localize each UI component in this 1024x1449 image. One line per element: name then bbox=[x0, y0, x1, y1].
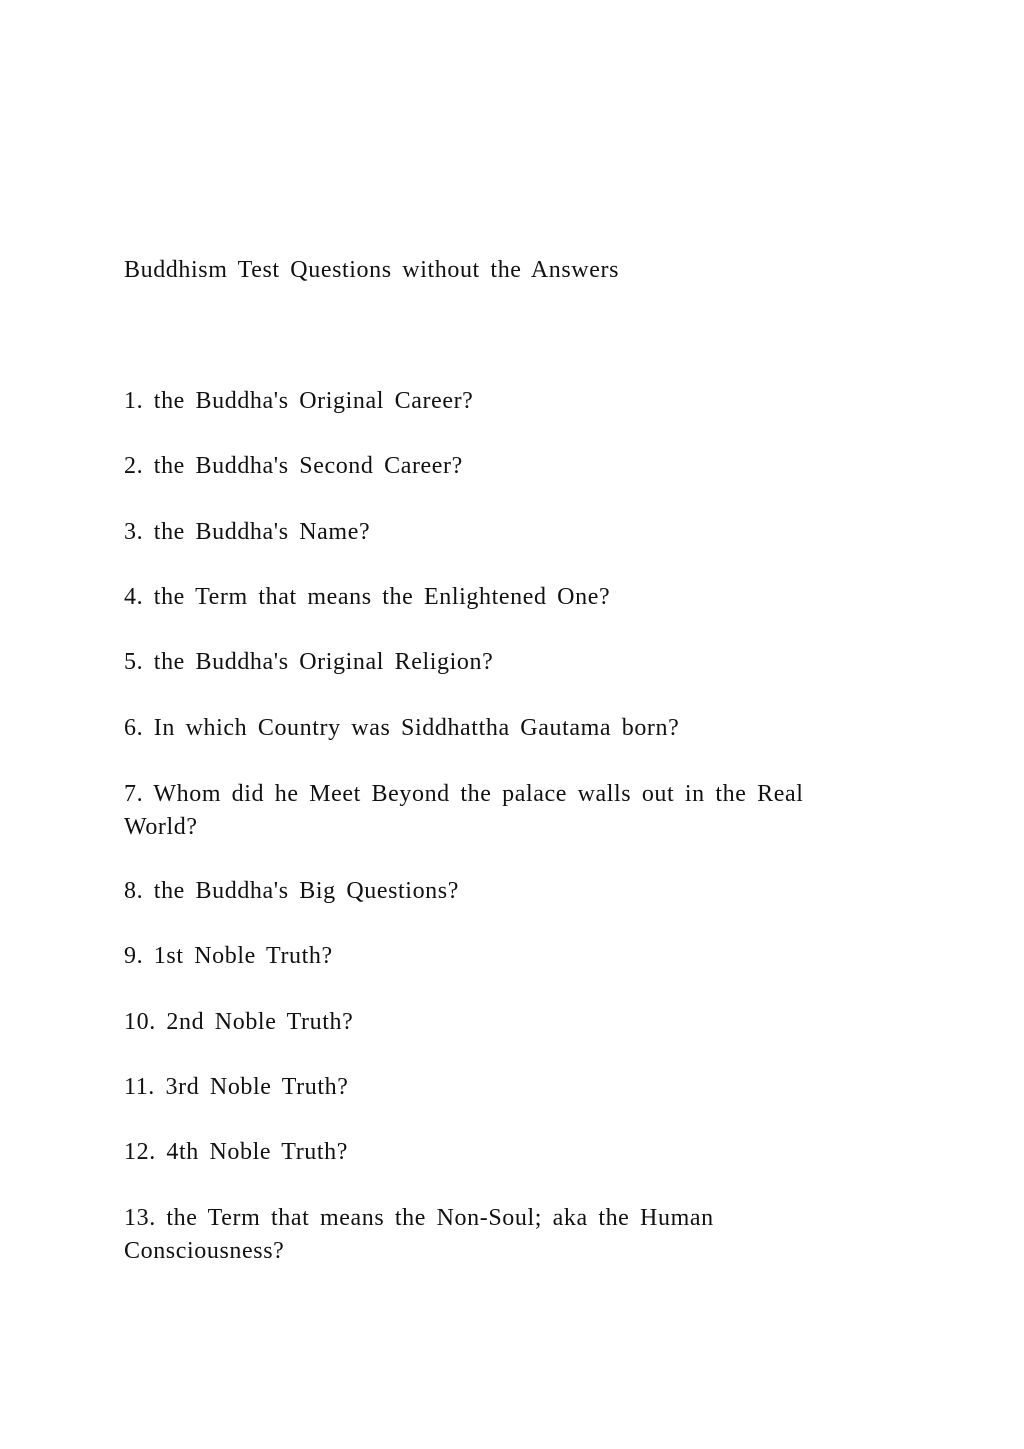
question-7: 7. Whom did he Meet Beyond the palace walls out in the Real World? bbox=[124, 781, 804, 840]
question-5: 5. the Buddha's Original Religion? bbox=[124, 649, 494, 675]
question-13: 13. the Term that means the Non-Soul; aka the Human Consciousness? bbox=[124, 1205, 714, 1264]
question-2: 2. the Buddha's Second Career? bbox=[124, 453, 463, 479]
question-8: 8. the Buddha's Big Questions? bbox=[124, 878, 459, 904]
question-9: 9. 1st Noble Truth? bbox=[124, 943, 333, 969]
question-4: 4. the Term that means the Enlightened One? bbox=[124, 584, 611, 610]
document-title: Buddhism Test Questions without the Answers bbox=[124, 257, 620, 283]
question-6: 6. In which Country was Siddhattha Gautama born? bbox=[124, 715, 680, 741]
question-11: 11. 3rd Noble Truth? bbox=[124, 1074, 349, 1100]
question-1: 1. the Buddha's Original Career? bbox=[124, 388, 474, 414]
question-12: 12. 4th Noble Truth? bbox=[124, 1139, 349, 1165]
question-3: 3. the Buddha's Name? bbox=[124, 519, 371, 545]
question-10: 10. 2nd Noble Truth? bbox=[124, 1009, 354, 1035]
